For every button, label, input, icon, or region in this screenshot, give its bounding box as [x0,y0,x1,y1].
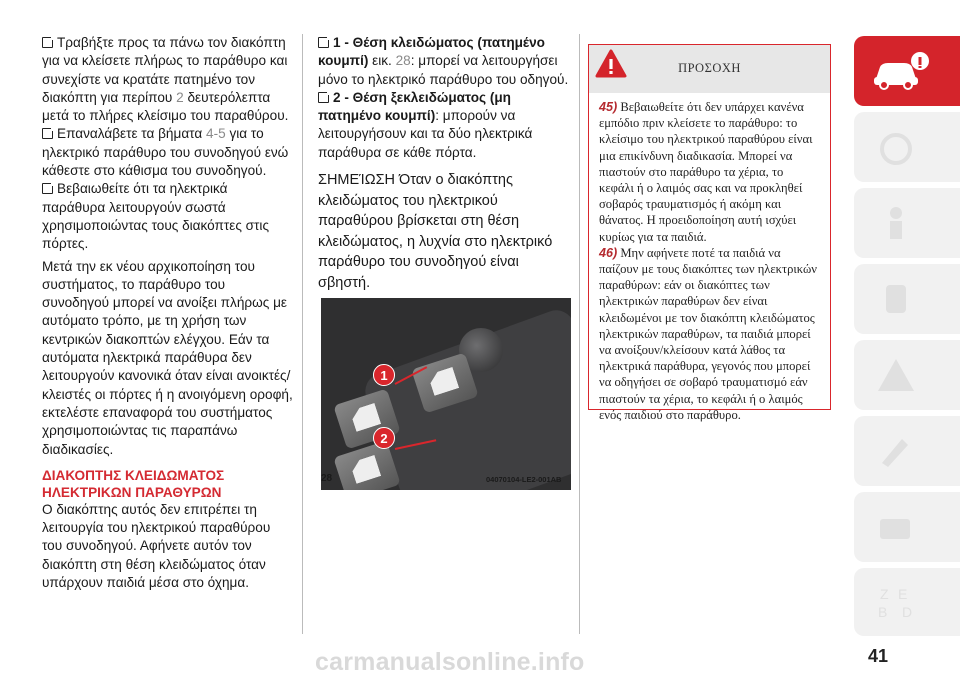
tab-emergency[interactable] [854,416,960,486]
item-lock-position: 1 - Θέση κλειδώματος (πατημένο κουμπί) εικ. 28: μπορεί να λειτουργήσει μόνο το ηλεκτρικό παράθυρο του οδηγού. [318,35,569,87]
tab-car-info[interactable] [854,36,960,106]
column-divider [302,34,303,634]
checkbox-bullet-icon [42,128,53,139]
checkbox-bullet-icon [318,37,329,48]
middle-column [318,34,574,293]
warning-body [589,93,830,423]
note-paragraph: ΣΗΜΕΊΩΣΗ Όταν ο διακόπτης κλειδώματος του ηλεκτρικού παραθύρου βρίσκεται στη θέση κλειδώματος, η λυχνία στο ηλεκτρικό παράθυρο του συνοδηγού είναι σβηστή. [318,172,553,291]
callout-2: 2 [373,427,395,449]
index-icon [872,583,932,623]
figure-caption-number: 28 [321,473,333,484]
warning-item-46: 46) Μην αφήνετε ποτέ τα παιδιά να παίζουν με τους διακόπτες των ηλεκτρικών παραθύρων: εάν οι διακόπτες των ηλεκτρικών παραθύρων δεν είναι κλειδωμένοι με τον διακόπτη κλειδώματος ηλεκτρικών παραθύρων, τα παιδιά μπορεί να ανοίξουν/κλείσουν κατά λάθος τα ηλεκτρικά παράθυρα, γεγονός που μπορεί να οδηγήσει σε σοβαρό τραυματισμό εάν πιαστούν τα χέρια, το κεφάλι ή ο λαιμός ενός παιδιού στο παράθυρο. [599,245,817,422]
warning-header [589,45,830,93]
checkbox-bullet-icon [318,92,329,103]
warning-item-45: 45) Βεβαιωθείτε ότι δεν υπάρχει κανένα εμπόδιο πριν κλείσετε το παράθυρο: το κλείσιμο του ηλεκτρικού παραθύρου είναι μια επικίνδυνη διαδικασία. Μπορεί να πιαστούν στο παράθυρο τα χέρια, το κεφάλι ή ο λαιμός σας και να προκληθεί σοβαρός τραυματισμός ή ακόμη και θάνατος. Η προειδοποίηση αυτή ισχύει κυρίως για τα παιδιά. [599,100,813,244]
tab-safety[interactable] [854,188,960,258]
tab-starting-driving[interactable] [854,264,960,334]
column-divider [579,34,580,634]
emergency-icon [872,431,932,471]
left-column [42,34,294,596]
checkbox-bullet-icon [42,183,53,194]
section-heading: ΔΙΑΚΟΠΤΗΣ ΚΛΕΙΔΩΜΑΤΟΣ ΗΛΕΚΤΡΙΚΩΝ ΠΑΡΑΘΥΡΩΝ [42,467,225,500]
starting-driving-icon [872,279,932,319]
tab-warnings[interactable] [854,340,960,410]
paragraph-step-repeat: Επαναλάβετε τα βήματα 4-5 για το ηλεκτρικό παράθυρο του συνοδηγού ενώ κάθεστε στο κάθισμα του συνοδηγού. [42,126,289,179]
tab-dashboard[interactable] [854,112,960,182]
svg-text:Z: Z [880,586,889,602]
warning-title: ΠΡΟΣΟΧΗ [678,61,741,75]
warning-triangle-icon [872,355,932,395]
car-info-icon [872,51,932,91]
watermark: carmanualsonline.info [315,648,585,676]
paragraph-reinit: Μετά την εκ νέου αρχικοποίηση του συστήματος, το παράθυρο του συνοδηγού μπορεί να ανοίξει πλήρως με αυτόματο τρόπο, με τη χρήση των κεντρικών διακοπτών ελέγχου. Εάν τα αυτόματα ηλεκτρικά παράθυρα δεν λειτουργούν κανονικά όταν είναι ανοικτές/κλειστές οι πόρτες ή η ανοιγόμενη οροφή, εκτελέστε επαναφορά του συστήματος χρησιμοποιώντας τις παραπάνω διαδικασίες. [42,258,293,457]
chapter-tab-bar [854,36,960,636]
tab-index[interactable] [854,568,960,636]
safety-icon [872,203,932,243]
tab-maintenance[interactable] [854,492,960,562]
svg-text:B: B [878,604,888,620]
svg-text:D: D [902,604,913,620]
figure-caption-code: 04070104-LE2-001AB [486,475,562,484]
paragraph-lock-switch: Ο διακόπτης αυτός δεν επιτρέπει τη λειτουργία του ηλεκτρικού παραθύρου του συνοδηγού. Αφήνετε αυτόν τον διακόπτη στη θέση κλειδώματος όταν υπάρχουν παιδιά μέσα στο όχημα. [42,501,271,591]
checkbox-bullet-icon [42,37,53,48]
figure-window-lock-switch [321,298,571,490]
paragraph-step-verify: Βεβαιωθείτε ότι τα ηλεκτρικά παράθυρα λειτουργούν σωστά χρησιμοποιώντας τους διακόπτες στις πόρτες. [42,181,269,252]
svg-text:E: E [898,586,908,602]
item-unlock-position: 2 - Θέση ξεκλειδώματος (μη πατημένο κουμπί): μπορούν να λειτουργήσουν και τα δύο ηλεκτρικά παράθυρα σε κάθε πόρτα. [318,89,533,160]
paragraph-step-close: Τραβήξτε προς τα πάνω τον διακόπτη για να κλείσετε πλήρως το παράθυρο και συνεχίστε να κρατάτε πατημένο τον διακόπτη για περίπου 2 δευτερόλεπτα μετά το πλήρες κλείσιμο του παραθύρου. [42,35,289,124]
dashboard-icon [872,127,932,167]
callout-1: 1 [373,364,395,386]
page-number: 41 [868,646,889,666]
warning-box [588,44,831,422]
maintenance-icon [872,507,932,547]
